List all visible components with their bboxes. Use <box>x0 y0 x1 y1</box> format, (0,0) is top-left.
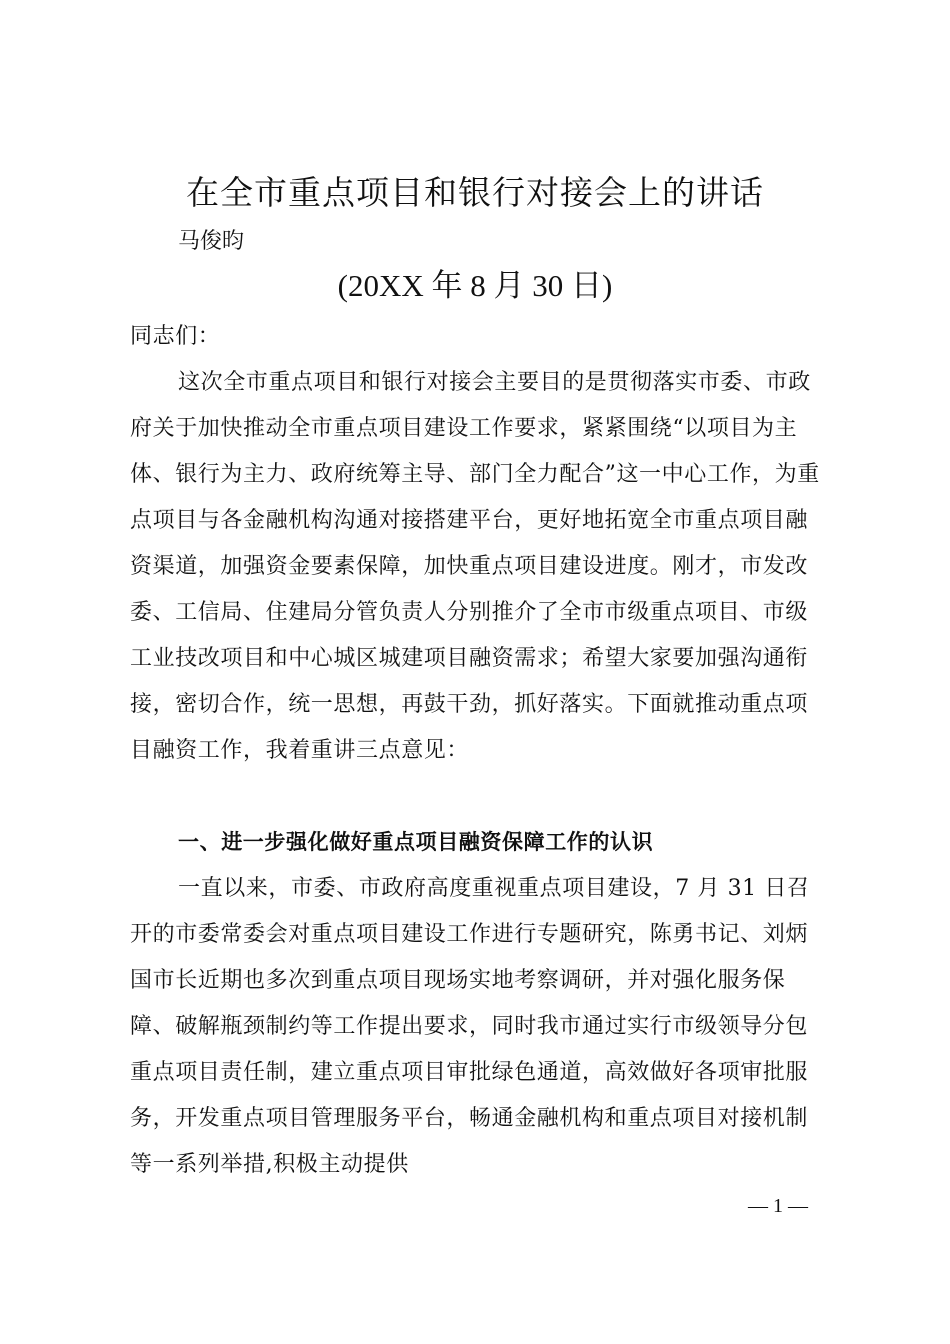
document-author: 马俊昀 <box>178 229 245 254</box>
paragraph-intro: 这次全市重点项目和银行对接会主要目的是贯彻落实市委、市政府关于加快推动全市重点项目建设工作要求，紧紧围绕“以项目为主体、银行为主力、政府统筹主导、部门全力配合”这一中心工作，为重点项目与各金融机构沟通对接搭建平台，更好地拓宽全市重点项目融资渠道，加强资金要素保障，加快重点项目建设进度。刚才，市发改委、工信局、住建局分管负责人分别推介了全市市级重点项目、市级工业技改项目和中心城区城建项目融资需求；希望大家要加强沟通衔接，密切合作，统一思想，再鼓干劲，抓好落实。下面就推动重点项目融资工作，我着重讲三点意见： <box>130 370 820 763</box>
document-title: 在全市重点项目和银行对接会上的讲话 <box>186 173 764 212</box>
section-heading-1: 一、进一步强化做好重点项目融资保障工作的认识 <box>178 830 654 854</box>
page-number: — 1 — <box>748 1195 808 1217</box>
document-date: (20XX 年 8 月 30 日) <box>337 268 613 303</box>
salutation: 同志们： <box>130 324 221 349</box>
paragraph-section-1: 一直以来，市委、市政府高度重视重点项目建设，7 月 31 日召开的市委常委会对重点项目建设工作进行专题研究，陈勇书记、刘炳国市长近期也多次到重点项目现场实地考察调研，并对强化服务保障、破解瓶颈制约等工作提出要求，同时我市通过实行市级领导分包重点项目责任制，建立重点项目审批绿色通道，高效做好各项审批服务，开发重点项目管理服务平台，畅通金融机构和重点项目对接机制等一系列举措,积极主动提供 <box>130 876 810 1177</box>
